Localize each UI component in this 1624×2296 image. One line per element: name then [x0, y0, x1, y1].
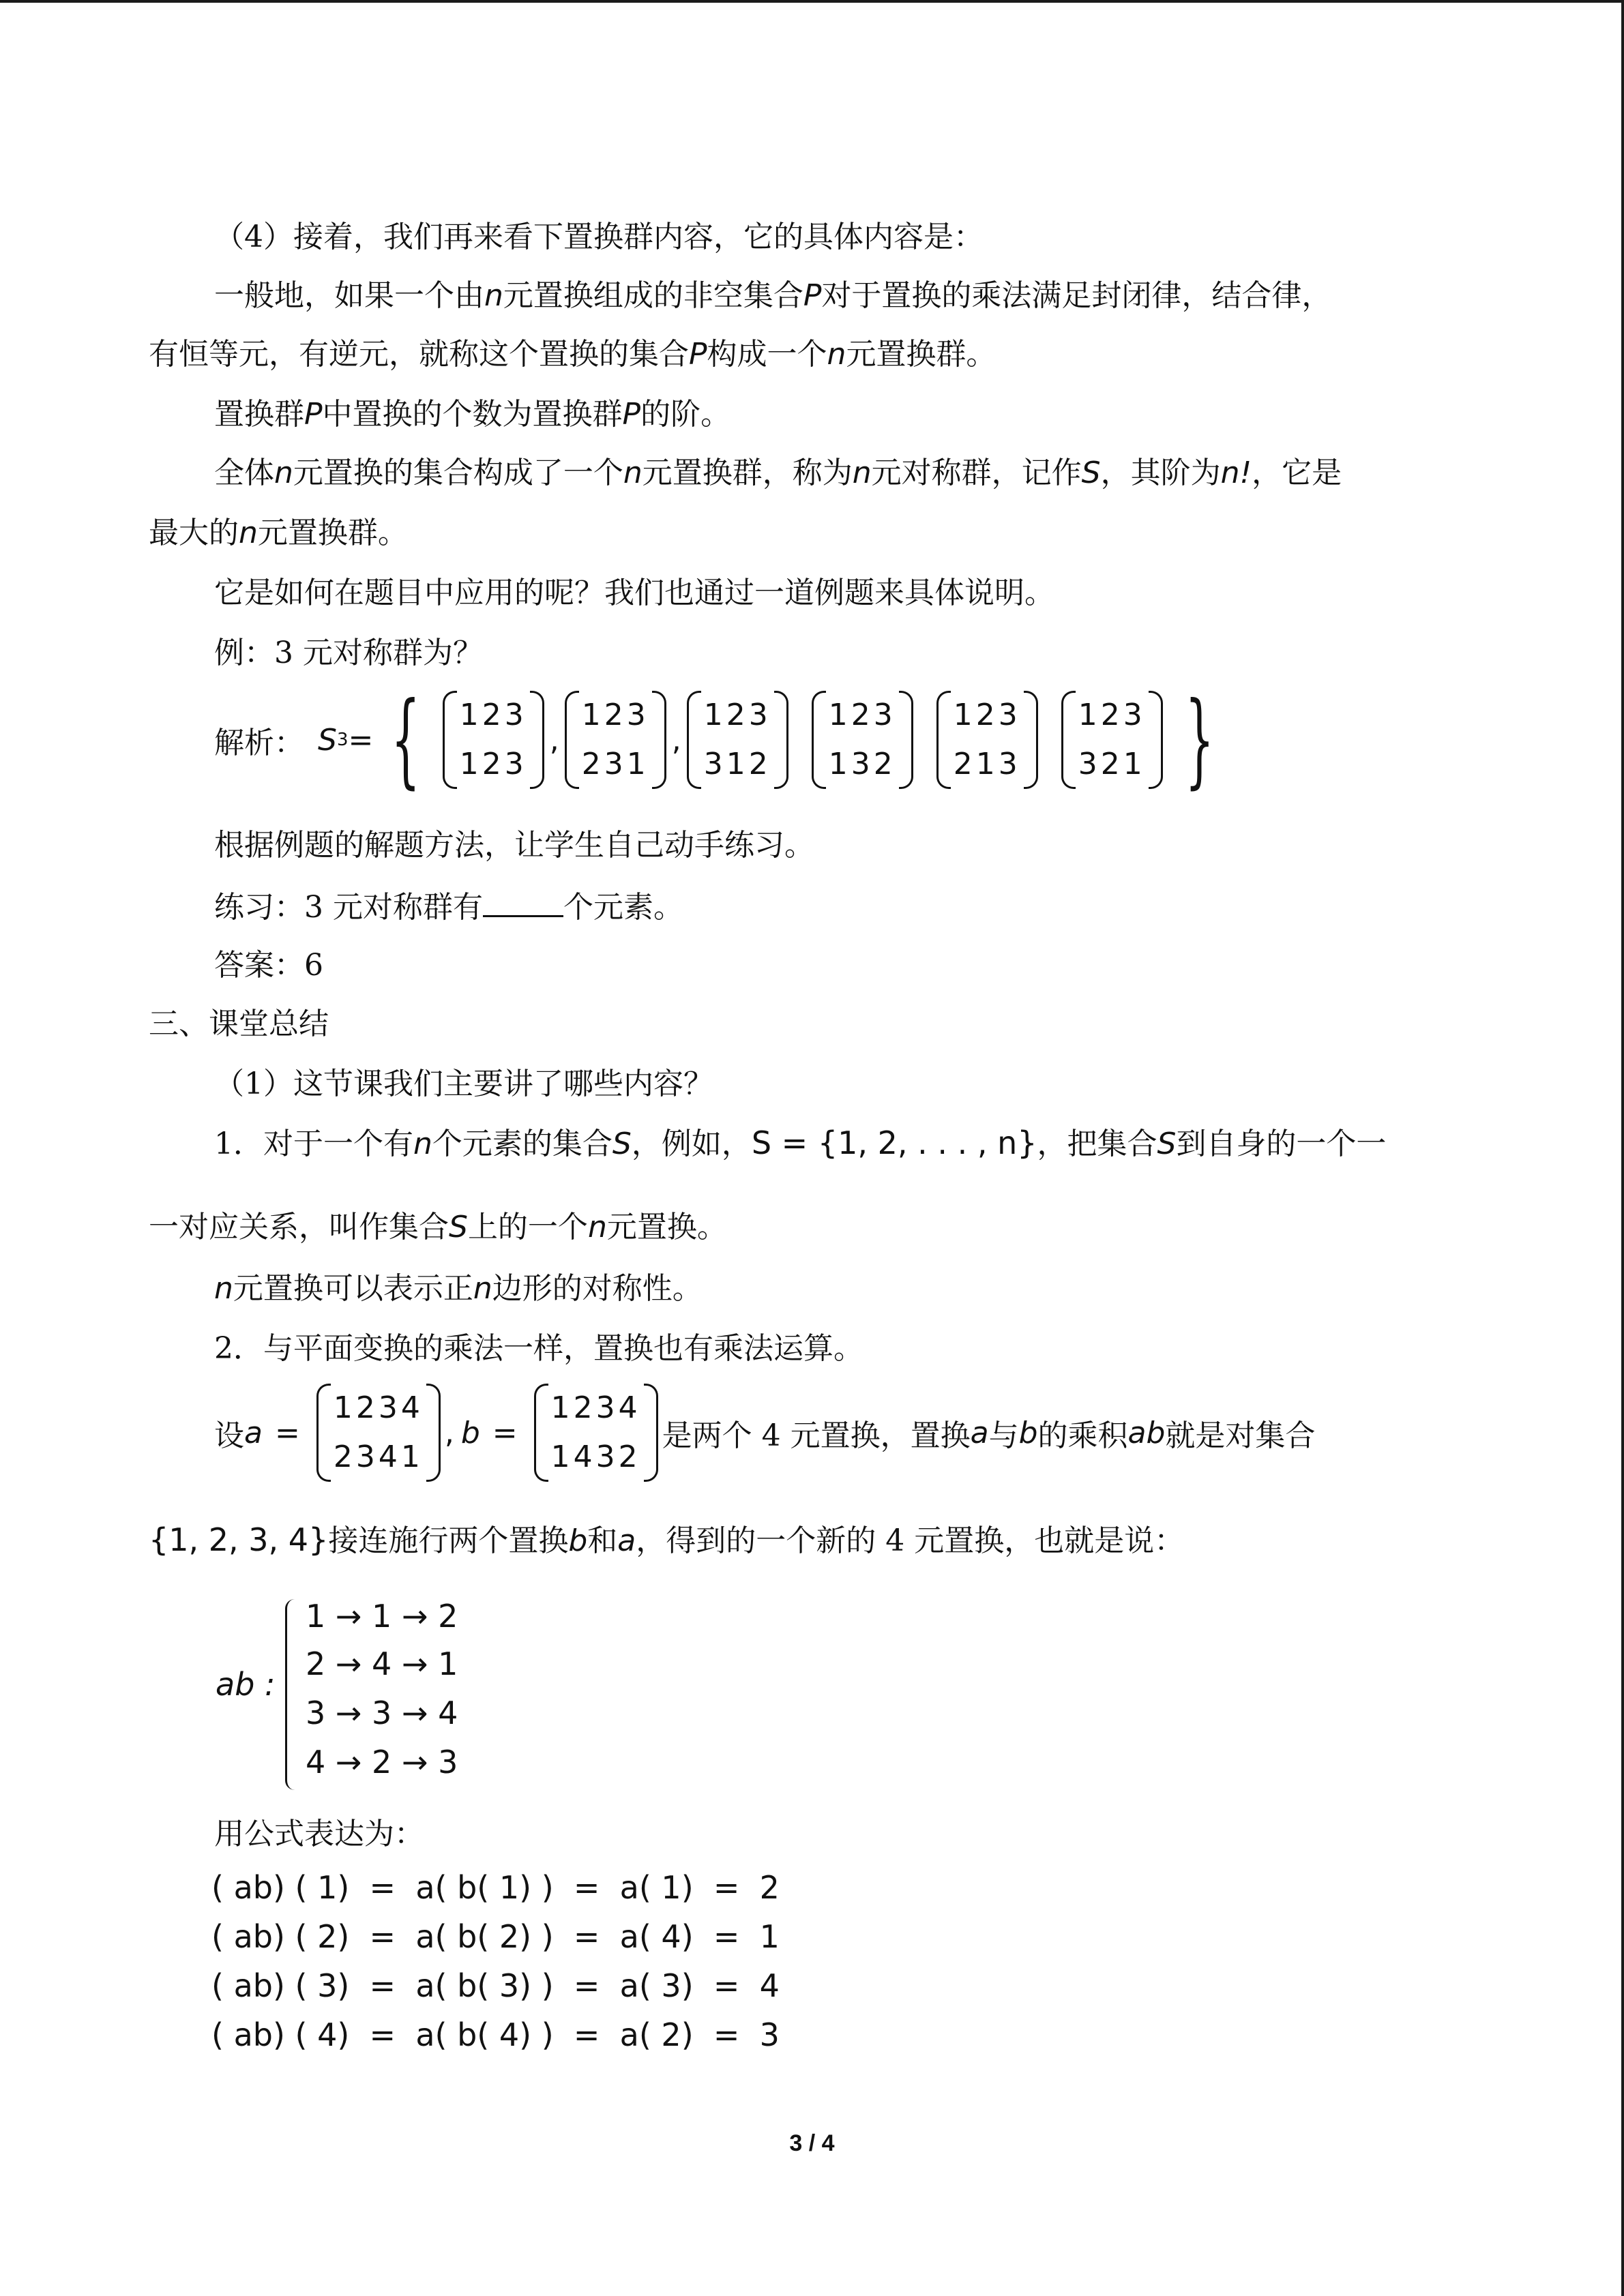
- math-ab: ab :: [216, 1666, 276, 1703]
- formula-line-1: ( ab) ( 1) = a( b( 1) ) = a( 1) = 2: [211, 1869, 780, 1906]
- mapping-line-2: 2 → 4 → 1: [306, 1645, 458, 1682]
- paragraph-symmetric-group-line2: [149, 513, 408, 554]
- mapping-brace: [285, 1599, 301, 1790]
- text: 元置换的集合构成了一个: [293, 456, 623, 490]
- math-n-factorial: n!: [1220, 456, 1252, 490]
- equals-sign: =: [348, 722, 374, 758]
- formula-line-4: ( ab) ( 4) = a( b( 4) ) = a( 2) = 3: [211, 2016, 780, 2053]
- text: 有恒等元，有逆元，就称这个置换的集合: [149, 337, 689, 372]
- paragraph-polygon-symmetry: [214, 1268, 703, 1309]
- solution-label: 解析：: [214, 726, 304, 760]
- text: 到自身的一个一: [1176, 1127, 1387, 1161]
- paragraph-application: 它是如何在题目中应用的呢？我们也通过一道例题来具体说明。: [214, 576, 1054, 610]
- text: 最大的: [149, 516, 239, 550]
- text: 个元素。: [563, 890, 683, 925]
- text: 设: [214, 1418, 244, 1453]
- text: 上的一个: [467, 1210, 588, 1244]
- math-S: S: [1157, 1127, 1177, 1161]
- text: 1．对于一个有: [214, 1127, 413, 1161]
- permutation-matrix-5: [936, 691, 1038, 789]
- permutation-matrix-1: [443, 691, 544, 789]
- math-a: a: [617, 1523, 636, 1558]
- text: 的阶。: [640, 397, 731, 432]
- matrix-bottom-row: 213: [953, 747, 1021, 781]
- matrix-bottom-row: 231: [581, 747, 649, 781]
- paragraph-a-b-definition: [214, 1382, 1315, 1484]
- math-n: n: [623, 456, 643, 490]
- text: ，得到的一个新的 4 元置换，也就是说：: [636, 1523, 1185, 1558]
- paragraph-multiplication: 2．与平面变换的乘法一样，置换也有乘法运算。: [214, 1331, 863, 1366]
- paragraph-definition-line2: [149, 334, 996, 375]
- math-n: n: [214, 1271, 233, 1306]
- text: 元置换可以表示正: [233, 1271, 473, 1306]
- text: 与: [988, 1418, 1019, 1453]
- permutation-matrix-b: [534, 1384, 658, 1482]
- math-set-S: S = {1, 2, . . . , n}: [751, 1124, 1037, 1161]
- text: 边形的对称性。: [492, 1271, 703, 1306]
- matrix-top-row: 1234: [550, 1390, 641, 1425]
- paragraph-formula-intro: 用公式表达为：: [214, 1817, 424, 1851]
- permutation-matrix-4: [812, 691, 913, 789]
- equals-sign: =: [274, 1415, 300, 1450]
- text: 和: [587, 1523, 618, 1558]
- solution-symmetric-group: [214, 681, 1232, 799]
- math-b: b: [568, 1523, 588, 1558]
- text: 个元素的集合: [432, 1127, 612, 1161]
- text: 就是对集合: [1165, 1418, 1316, 1453]
- paragraph-symmetric-group-line1: [214, 453, 1342, 494]
- math-n: n: [473, 1271, 492, 1306]
- text: 元置换群。: [257, 516, 408, 550]
- matrix-top-row: 123: [953, 698, 1021, 732]
- text: 练习：3 元对称群有: [214, 890, 483, 925]
- text: 全体: [214, 456, 274, 490]
- ab-label: [216, 1664, 276, 1705]
- right-brace: }: [1184, 681, 1214, 799]
- text: 构成一个: [707, 337, 827, 372]
- text: ，例如，: [631, 1127, 752, 1161]
- paragraph-definition-line1: [214, 275, 1331, 316]
- paragraph-summary-question: （1）这节课我们主要讲了哪些内容？: [214, 1067, 713, 1101]
- matrix-bottom-row: 132: [828, 747, 896, 781]
- matrix-top-row: 123: [459, 698, 527, 732]
- matrix-top-row: 123: [703, 698, 771, 732]
- math-S: S: [318, 722, 337, 758]
- paragraph-apply-two-permutations: [149, 1519, 1184, 1562]
- math-b: b: [1018, 1415, 1038, 1450]
- math-P: P: [304, 397, 323, 432]
- math-P: P: [622, 397, 641, 432]
- paragraph-example: 例：3 元对称群为？: [214, 636, 483, 670]
- matrix-top-row: 123: [581, 698, 649, 732]
- mapping-line-4: 4 → 2 → 3: [306, 1744, 458, 1780]
- math-n: n: [239, 516, 258, 550]
- text: 的乘积: [1037, 1418, 1128, 1453]
- paragraph-permutation-definition-line1: [214, 1122, 1386, 1165]
- mapping-line-3: 3 → 3 → 4: [306, 1695, 458, 1731]
- comma: ,: [549, 722, 559, 758]
- math-ab: ab: [1127, 1415, 1166, 1450]
- paragraph-practice-instruction: 根据例题的解题方法，让学生自己动手练习。: [214, 828, 814, 863]
- matrix-bottom-row: 1432: [550, 1440, 641, 1474]
- text: 元置换群。: [846, 337, 996, 372]
- left-brace: {: [391, 681, 421, 799]
- text: 是两个 4 元置换，置换: [662, 1418, 971, 1453]
- paragraph-group-order: [214, 394, 730, 435]
- math-P: P: [803, 278, 822, 313]
- matrix-bottom-row: 321: [1078, 747, 1146, 781]
- text: 对于置换的乘法满足封闭律，结合律，: [821, 278, 1332, 313]
- text: 元置换群，称为: [642, 456, 853, 490]
- math-S: S: [449, 1210, 468, 1244]
- matrix-top-row: 123: [828, 698, 896, 732]
- text: ，其阶为: [1100, 456, 1221, 490]
- math-S: S: [1081, 456, 1101, 490]
- math-n: n: [827, 337, 846, 372]
- permutation-matrix-3: [687, 691, 788, 789]
- page-border-right: [1621, 0, 1624, 2296]
- permutation-matrix-2: [565, 691, 666, 789]
- text: 元对称群，记作: [871, 456, 1082, 490]
- text: ，把集合: [1037, 1127, 1157, 1161]
- text: 一对应关系，叫作集合: [149, 1210, 449, 1244]
- math-S: S: [612, 1127, 632, 1161]
- math-a: a: [970, 1415, 989, 1450]
- subscript-3: 3: [336, 730, 349, 750]
- mapping-line-1: 1 → 1 → 2: [306, 1598, 458, 1635]
- matrix-bottom-row: 123: [459, 747, 527, 781]
- text: 接连施行两个置换: [328, 1523, 569, 1558]
- matrix-bottom-row: 312: [703, 747, 771, 781]
- permutation-matrix-6: [1061, 691, 1163, 789]
- math-a: a: [244, 1415, 263, 1450]
- paragraph-permutation-definition-line2: [149, 1207, 727, 1248]
- math-set-1234: {1, 2, 3, 4}: [149, 1521, 329, 1558]
- paragraph-permutation-group-intro: （4）接着，我们再来看下置换群内容，它的具体内容是：: [214, 220, 984, 254]
- formula-line-2: ( ab) ( 2) = a( b( 2) ) = a( 4) = 1: [211, 1918, 780, 1955]
- matrix-top-row: 123: [1078, 698, 1146, 732]
- equals-sign: =: [492, 1415, 518, 1450]
- permutation-matrix-a: [316, 1384, 441, 1482]
- matrix-bottom-row: 2341: [333, 1440, 424, 1474]
- text: 一般地，如果一个由: [214, 278, 484, 313]
- paragraph-answer: 答案：6: [214, 948, 323, 983]
- math-n: n: [413, 1127, 432, 1161]
- text: 元置换。: [606, 1210, 727, 1244]
- comma: ,: [671, 722, 681, 758]
- paragraph-practice: [214, 885, 683, 928]
- answer-blank: [483, 885, 563, 917]
- math-n: n: [484, 278, 503, 313]
- page-border-top: [0, 0, 1624, 3]
- text: ，它是: [1252, 456, 1342, 490]
- formula-line-3: ( ab) ( 3) = a( b( 3) ) = a( 3) = 4: [211, 1967, 780, 2004]
- comma: ,: [444, 1415, 454, 1450]
- text: 元置换组成的非空集合: [503, 278, 803, 313]
- math-n: n: [852, 456, 872, 490]
- page-number: 3 / 4: [789, 2130, 835, 2156]
- math-n: n: [274, 456, 293, 490]
- math-b: b: [460, 1415, 480, 1450]
- text: 置换群: [214, 397, 304, 432]
- math-n: n: [587, 1210, 607, 1244]
- matrix-top-row: 1234: [333, 1390, 424, 1425]
- section-heading-summary: 三、课堂总结: [149, 1007, 329, 1041]
- math-P: P: [689, 337, 707, 372]
- text: 中置换的个数为置换群: [322, 397, 623, 432]
